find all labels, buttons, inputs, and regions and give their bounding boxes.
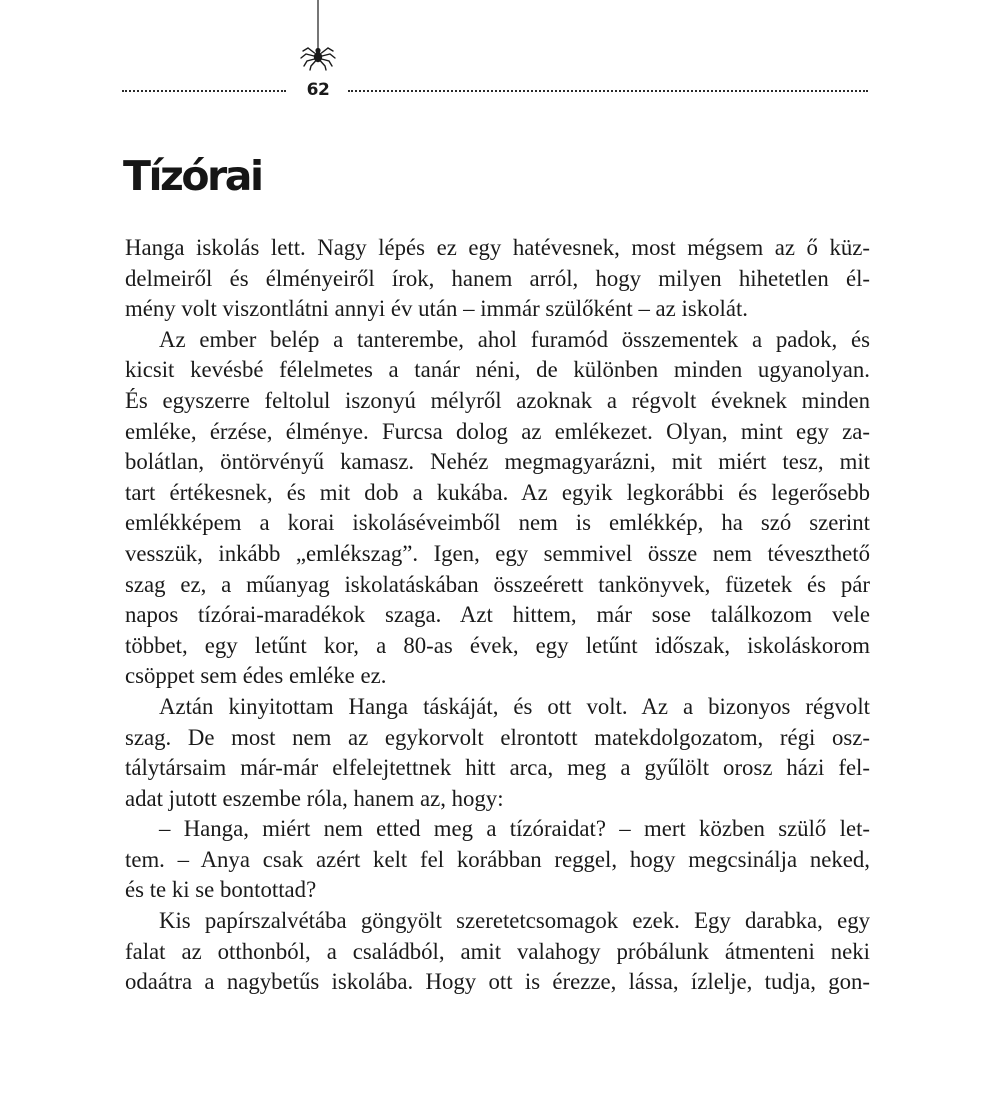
- paragraph: [125, 233, 870, 325]
- text-line: delmeiről és élményeiről írok, hanem arról, hogy milyen hihetetlen él-: [125, 265, 870, 291]
- page-header: [0, 0, 993, 110]
- paragraph: [125, 906, 870, 998]
- paragraph: [125, 692, 870, 814]
- text-line: Aztán kinyitottam Hanga táskáját, és ott volt. Az a bizonyos régvolt: [159, 693, 870, 719]
- text-line: és te ki se bontottad?: [125, 877, 317, 903]
- text-line: mény volt viszontlátni annyi év után – immár szülőként – az iskolát.: [125, 296, 748, 322]
- text-line: tem. – Anya csak azért kelt fel korábban reggel, hogy megcsinálja neked,: [125, 846, 870, 872]
- paragraph: [125, 325, 870, 692]
- text-line: szag ez, a műanyag iskolatáskában összeérett tankönyvek, füzetek és pár: [125, 571, 870, 597]
- text-line: Kis papírszalvétába göngyölt szeretetcsomagok ezek. Egy darabka, egy: [159, 908, 870, 934]
- paragraph: [125, 814, 870, 906]
- text-line: odaátra a nagybetűs iskolába. Hogy ott is érezze, lássa, ízlelje, tudja, gon-: [125, 969, 870, 995]
- text-line: szag. De most nem az egykorvolt elrontott matekdolgozatom, régi osz-: [125, 724, 870, 750]
- text-line: tart értékesnek, és mit dob a kukába. Az egyik legkorábbi és legerősebb: [125, 479, 870, 505]
- text-line: emlékképem a korai iskoláséveimből nem is emlékkép, ha szó szerint: [125, 510, 870, 536]
- text-line: tálytársaim már-már elfelejtettnek hitt arca, meg a gyűlölt orosz házi fel-: [125, 755, 870, 781]
- text-line: bolátlan, öntörvényű kamasz. Nehéz megmagyarázni, mit miért tesz, mit: [125, 449, 870, 475]
- text-line: – Hanga, miért nem etted meg a tízóraidat? – mert közben szülő let-: [159, 816, 870, 842]
- hanging-spider-icon: [296, 0, 340, 74]
- text-line: kicsit kevésbé félelmetes a tanár néni, de különben minden ugyanolyan.: [125, 357, 870, 383]
- text-line: falat az otthonból, a családból, amit valahogy próbálunk átmenteni neki: [125, 938, 870, 964]
- text-line: És egyszerre feltolul iszonyú mélyről azoknak a régvolt éveknek minden: [125, 387, 870, 413]
- text-line: emléke, érzése, élménye. Furcsa dolog az emlékezet. Olyan, mint egy za-: [125, 418, 870, 444]
- text-line: napos tízórai-maradékok szaga. Azt hittem, már sose találkozom vele: [125, 602, 870, 628]
- text-line: Az ember belép a tanterembe, ahol furamód összementek a padok, és: [159, 326, 870, 352]
- text-line: többet, egy letűnt kor, a 80-as évek, egy letűnt időszak, iskoláskorom: [125, 632, 870, 658]
- header-rule-right: [348, 90, 868, 92]
- page-number: 62: [306, 80, 330, 100]
- text-line: adat jutott eszembe róla, hanem az, hogy:: [125, 785, 504, 811]
- body-text: [125, 233, 870, 998]
- text-line: Hanga iskolás lett. Nagy lépés ez egy hatévesnek, most mégsem az ő küz-: [125, 235, 870, 260]
- chapter-title: Tízórai: [123, 152, 262, 200]
- header-rule-left: [122, 90, 286, 92]
- text-line: csöppet sem édes emléke ez.: [125, 663, 387, 689]
- text-line: vesszük, inkább „emlékszag”. Igen, egy semmivel össze nem téveszthető: [125, 540, 870, 566]
